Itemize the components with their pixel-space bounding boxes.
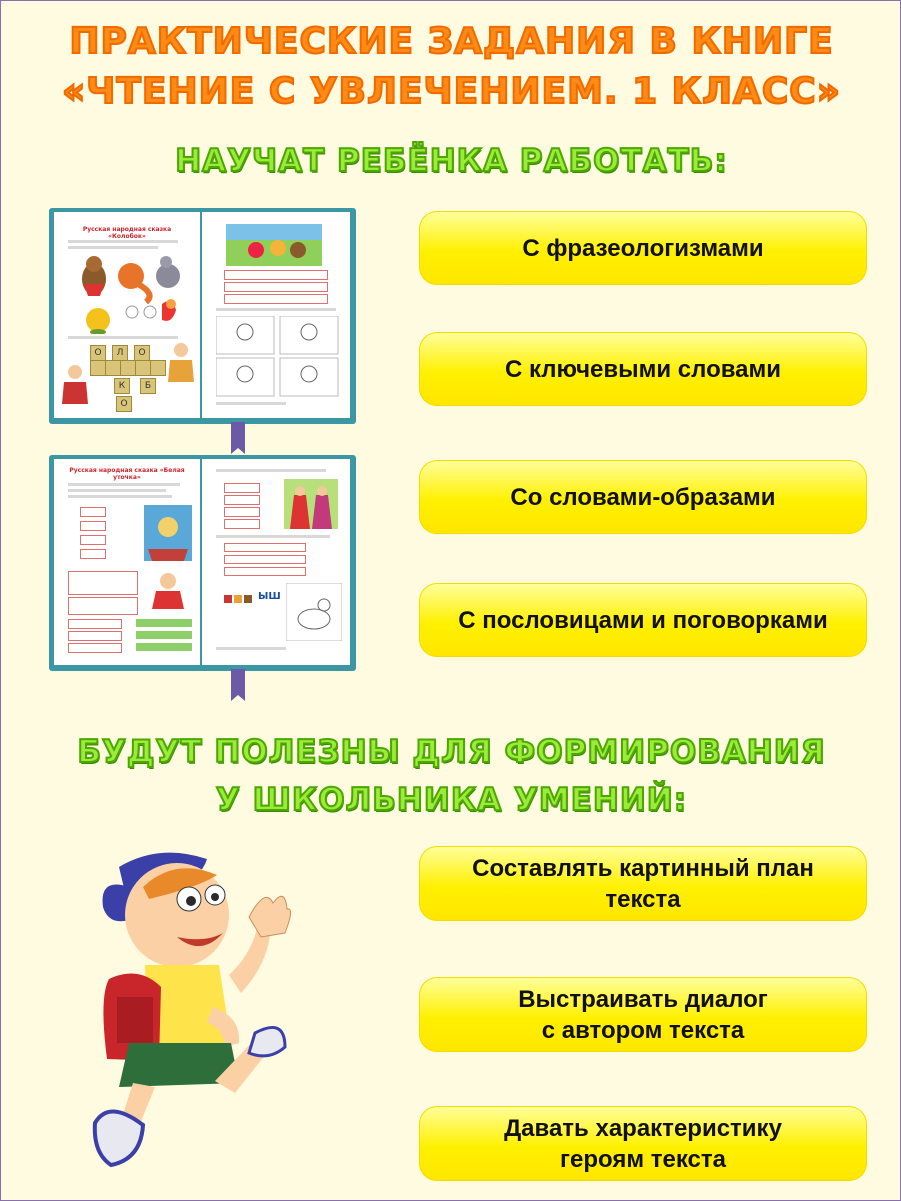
book-spread-kolobok bbox=[49, 208, 356, 424]
book1-scene-picture bbox=[226, 224, 322, 266]
skill-picture-plan bbox=[419, 846, 867, 921]
grandma-illustration bbox=[60, 362, 90, 406]
section1-heading: НАУЧАТ РЕБЁНКА РАБОТАТЬ: bbox=[175, 143, 728, 179]
skill-dialogue-line2: с автором текста bbox=[541, 1016, 745, 1044]
book2-character-picture bbox=[150, 571, 186, 609]
page-title-line2: «ЧТЕНИЕ С УВЛЕЧЕНИЕМ. 1 КЛАСС» bbox=[62, 71, 841, 112]
skill-picture-plan-line2: текста bbox=[605, 885, 681, 913]
skill-image-words: Со словами-образами bbox=[419, 460, 867, 534]
fairy-tale-animals-illustration bbox=[76, 254, 186, 334]
skill-proverbs: С пословицами и поговорками bbox=[419, 583, 867, 657]
skill-phraseologisms: С фразеологизмами bbox=[419, 211, 867, 285]
coloring-pictures bbox=[216, 316, 340, 398]
bookmark-ribbon bbox=[231, 422, 245, 448]
section2-heading-line1: БУДУТ ПОЛЕЗНЫ ДЛЯ ФОРМИРОВАНИЯ bbox=[77, 734, 826, 770]
book2-right-page bbox=[202, 459, 350, 665]
skill-dialogue-line1: Выстраивать диалог bbox=[518, 985, 768, 1013]
book2-left-page bbox=[54, 459, 200, 665]
book2-swans-picture bbox=[144, 505, 192, 561]
schoolboy-illustration bbox=[89, 847, 301, 1177]
skill-picture-plan-line1: Составлять картинный план bbox=[472, 854, 814, 882]
page-title-line1: ПРАКТИЧЕСКИЕ ЗАДАНИЯ В КНИГЕ bbox=[69, 21, 834, 62]
book-spread-white-duck bbox=[49, 455, 356, 671]
book2-duck-picture bbox=[286, 583, 342, 641]
skill-keywords: С ключевыми словами bbox=[419, 332, 867, 406]
book2-princesses-picture bbox=[284, 479, 338, 529]
bookmark-ribbon bbox=[231, 669, 245, 695]
skill-characterization-line1: Давать характеристику bbox=[504, 1114, 782, 1142]
skill-characterization bbox=[419, 1106, 867, 1181]
skill-characterization-line2: героям текста bbox=[559, 1145, 726, 1173]
book2-letters: ЫШ bbox=[258, 591, 281, 602]
book2-heading: Русская народная сказка «Белая уточка» bbox=[69, 467, 185, 481]
skill-dialogue bbox=[419, 977, 867, 1052]
book1-left-page: Русская народная сказка «Колобок» О Л О К Б О bbox=[54, 212, 200, 418]
grandpa-illustration bbox=[166, 340, 196, 384]
book1-heading: Русская народная сказка «Колобок» bbox=[82, 226, 172, 240]
section2-heading-line2: У ШКОЛЬНИКА УМЕНИЙ: bbox=[215, 782, 688, 818]
book1-right-page bbox=[202, 212, 350, 418]
